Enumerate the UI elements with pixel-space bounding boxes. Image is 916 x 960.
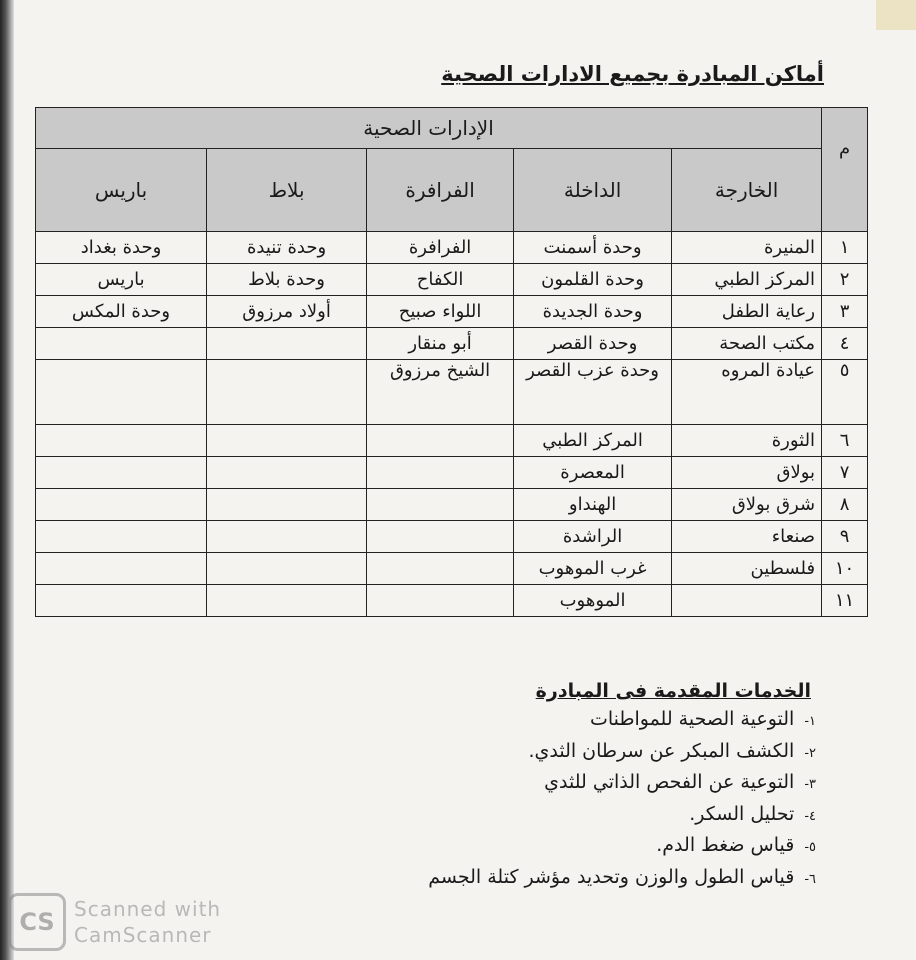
- table-row: [36, 457, 868, 489]
- table-cell: باريس: [36, 264, 207, 296]
- table-cell: [207, 585, 367, 617]
- table-cell: شرق بولاق: [672, 489, 822, 521]
- service-text: التوعية الصحية للمواطنات: [589, 708, 795, 730]
- table-cell: المنيرة: [672, 232, 822, 264]
- services-title: الخدمات المقدمة فى المبادرة: [535, 680, 811, 702]
- service-number: ٦-: [804, 871, 816, 887]
- watermark-line2: CamScanner: [74, 923, 212, 947]
- table-cell: وحدة القلمون: [514, 264, 672, 296]
- table-cell: مكتب الصحة: [672, 328, 822, 360]
- service-number: ٥-: [804, 840, 816, 855]
- table-cell: فلسطين: [672, 553, 822, 585]
- num-header: م: [822, 108, 868, 232]
- table-cell: اللواء صبيح: [367, 296, 514, 328]
- row-number: ١: [822, 232, 868, 264]
- table-cell: الكفاح: [367, 264, 514, 296]
- table-cell: [207, 360, 367, 425]
- table-cell: [367, 553, 514, 585]
- service-item: [428, 737, 816, 769]
- service-text: تحليل السكر.: [689, 802, 795, 825]
- table-cell: وحدة تنيدة: [207, 232, 367, 264]
- table-row: [36, 489, 868, 521]
- table-cell: عيادة المروه: [672, 360, 822, 425]
- service-item: [428, 768, 816, 800]
- table-cell: الفرافرة: [367, 232, 514, 264]
- table-row: [36, 264, 868, 296]
- table-cell: الراشدة: [514, 521, 672, 553]
- table-cell: [207, 489, 367, 521]
- camscanner-watermark: [8, 893, 221, 951]
- service-number: ٤-: [804, 808, 816, 824]
- locations-table: [35, 107, 868, 617]
- service-number: ٢-: [804, 745, 816, 761]
- row-number: ٢: [822, 264, 868, 296]
- table-cell: وحدة المكس: [36, 296, 207, 328]
- table-cell: [367, 521, 514, 553]
- service-number: ٣-: [804, 777, 816, 792]
- table-row: [36, 553, 868, 585]
- page-edge-shadow: [0, 0, 14, 960]
- table-cell: [36, 489, 207, 521]
- table-cell: صنعاء: [672, 521, 822, 553]
- row-number: ٩: [822, 521, 868, 553]
- table-cell: [672, 585, 822, 617]
- table-cell: المعصرة: [514, 457, 672, 489]
- camscanner-logo-icon: CS: [8, 893, 66, 951]
- paper-corner: [876, 0, 916, 30]
- document-title: أماكن المبادرة بجميع الادارات الصحية: [441, 62, 824, 86]
- table-row: [36, 425, 868, 457]
- table-row: [36, 328, 868, 360]
- table-cell: الثورة: [672, 425, 822, 457]
- table-cell: وحدة بلاط: [207, 264, 367, 296]
- service-item: [428, 863, 816, 895]
- service-number: ١-: [804, 714, 816, 729]
- column-header: الداخلة: [514, 149, 672, 232]
- column-header: الفرافرة: [367, 149, 514, 232]
- row-number: ١٠: [822, 553, 868, 585]
- table-cell: [36, 328, 207, 360]
- table-row: [36, 296, 868, 328]
- table-cell: [367, 489, 514, 521]
- table-cell: [207, 521, 367, 553]
- table-cell: [207, 553, 367, 585]
- row-number: ٨: [822, 489, 868, 521]
- table-cell: رعاية الطفل: [672, 296, 822, 328]
- table-cell: أبو منقار: [367, 328, 514, 360]
- group-header: الإدارات الصحية: [36, 108, 822, 149]
- table-row: [36, 585, 868, 617]
- table-cell: المركز الطبي: [672, 264, 822, 296]
- table-cell: [36, 585, 207, 617]
- table-cell: وحدة أسمنت: [514, 232, 672, 264]
- service-text: التوعية عن الفحص الذاتي للثدي: [544, 771, 795, 793]
- table-row: [36, 232, 868, 264]
- column-header: الخارجة: [672, 149, 822, 232]
- table-cell: [36, 521, 207, 553]
- service-text: قياس الطول والوزن وتحديد مؤشر كتلة الجسم: [428, 865, 795, 888]
- table-cell: [36, 553, 207, 585]
- table-cell: [207, 425, 367, 457]
- row-number: ٥: [822, 360, 868, 425]
- table-cell: [367, 457, 514, 489]
- service-item: [428, 800, 816, 832]
- row-number: ١١: [822, 585, 868, 617]
- row-number: ٣: [822, 296, 868, 328]
- table-cell: [36, 360, 207, 425]
- row-number: ٤: [822, 328, 868, 360]
- column-header: باريس: [36, 149, 207, 232]
- table-cell: الهنداو: [514, 489, 672, 521]
- column-header: بلاط: [207, 149, 367, 232]
- row-number: ٧: [822, 457, 868, 489]
- table-cell: وحدة الجديدة: [514, 296, 672, 328]
- watermark-line1: Scanned with: [74, 897, 222, 921]
- table-cell: أولاد مرزوق: [207, 296, 367, 328]
- table-cell: [207, 328, 367, 360]
- table-cell: الشيخ مرزوق: [367, 360, 514, 425]
- service-item: [428, 705, 816, 737]
- table-row: [36, 360, 868, 425]
- service-text: الكشف المبكر عن سرطان الثدي.: [528, 739, 795, 762]
- table-cell: المركز الطبي: [514, 425, 672, 457]
- services-list: [428, 705, 816, 894]
- table-cell: الموهوب: [514, 585, 672, 617]
- service-item: [428, 831, 816, 863]
- table-cell: بولاق: [672, 457, 822, 489]
- table-cell: وحدة بغداد: [36, 232, 207, 264]
- service-text: قياس ضغط الدم.: [656, 834, 795, 856]
- table-cell: [367, 425, 514, 457]
- table-row: [36, 521, 868, 553]
- table-cell: وحدة القصر: [514, 328, 672, 360]
- table-cell: غرب الموهوب: [514, 553, 672, 585]
- table-cell: [36, 457, 207, 489]
- table-cell: [36, 425, 207, 457]
- table-cell: وحدة عزب القصر: [514, 360, 672, 425]
- row-number: ٦: [822, 425, 868, 457]
- table-cell: [207, 457, 367, 489]
- table-cell: [367, 585, 514, 617]
